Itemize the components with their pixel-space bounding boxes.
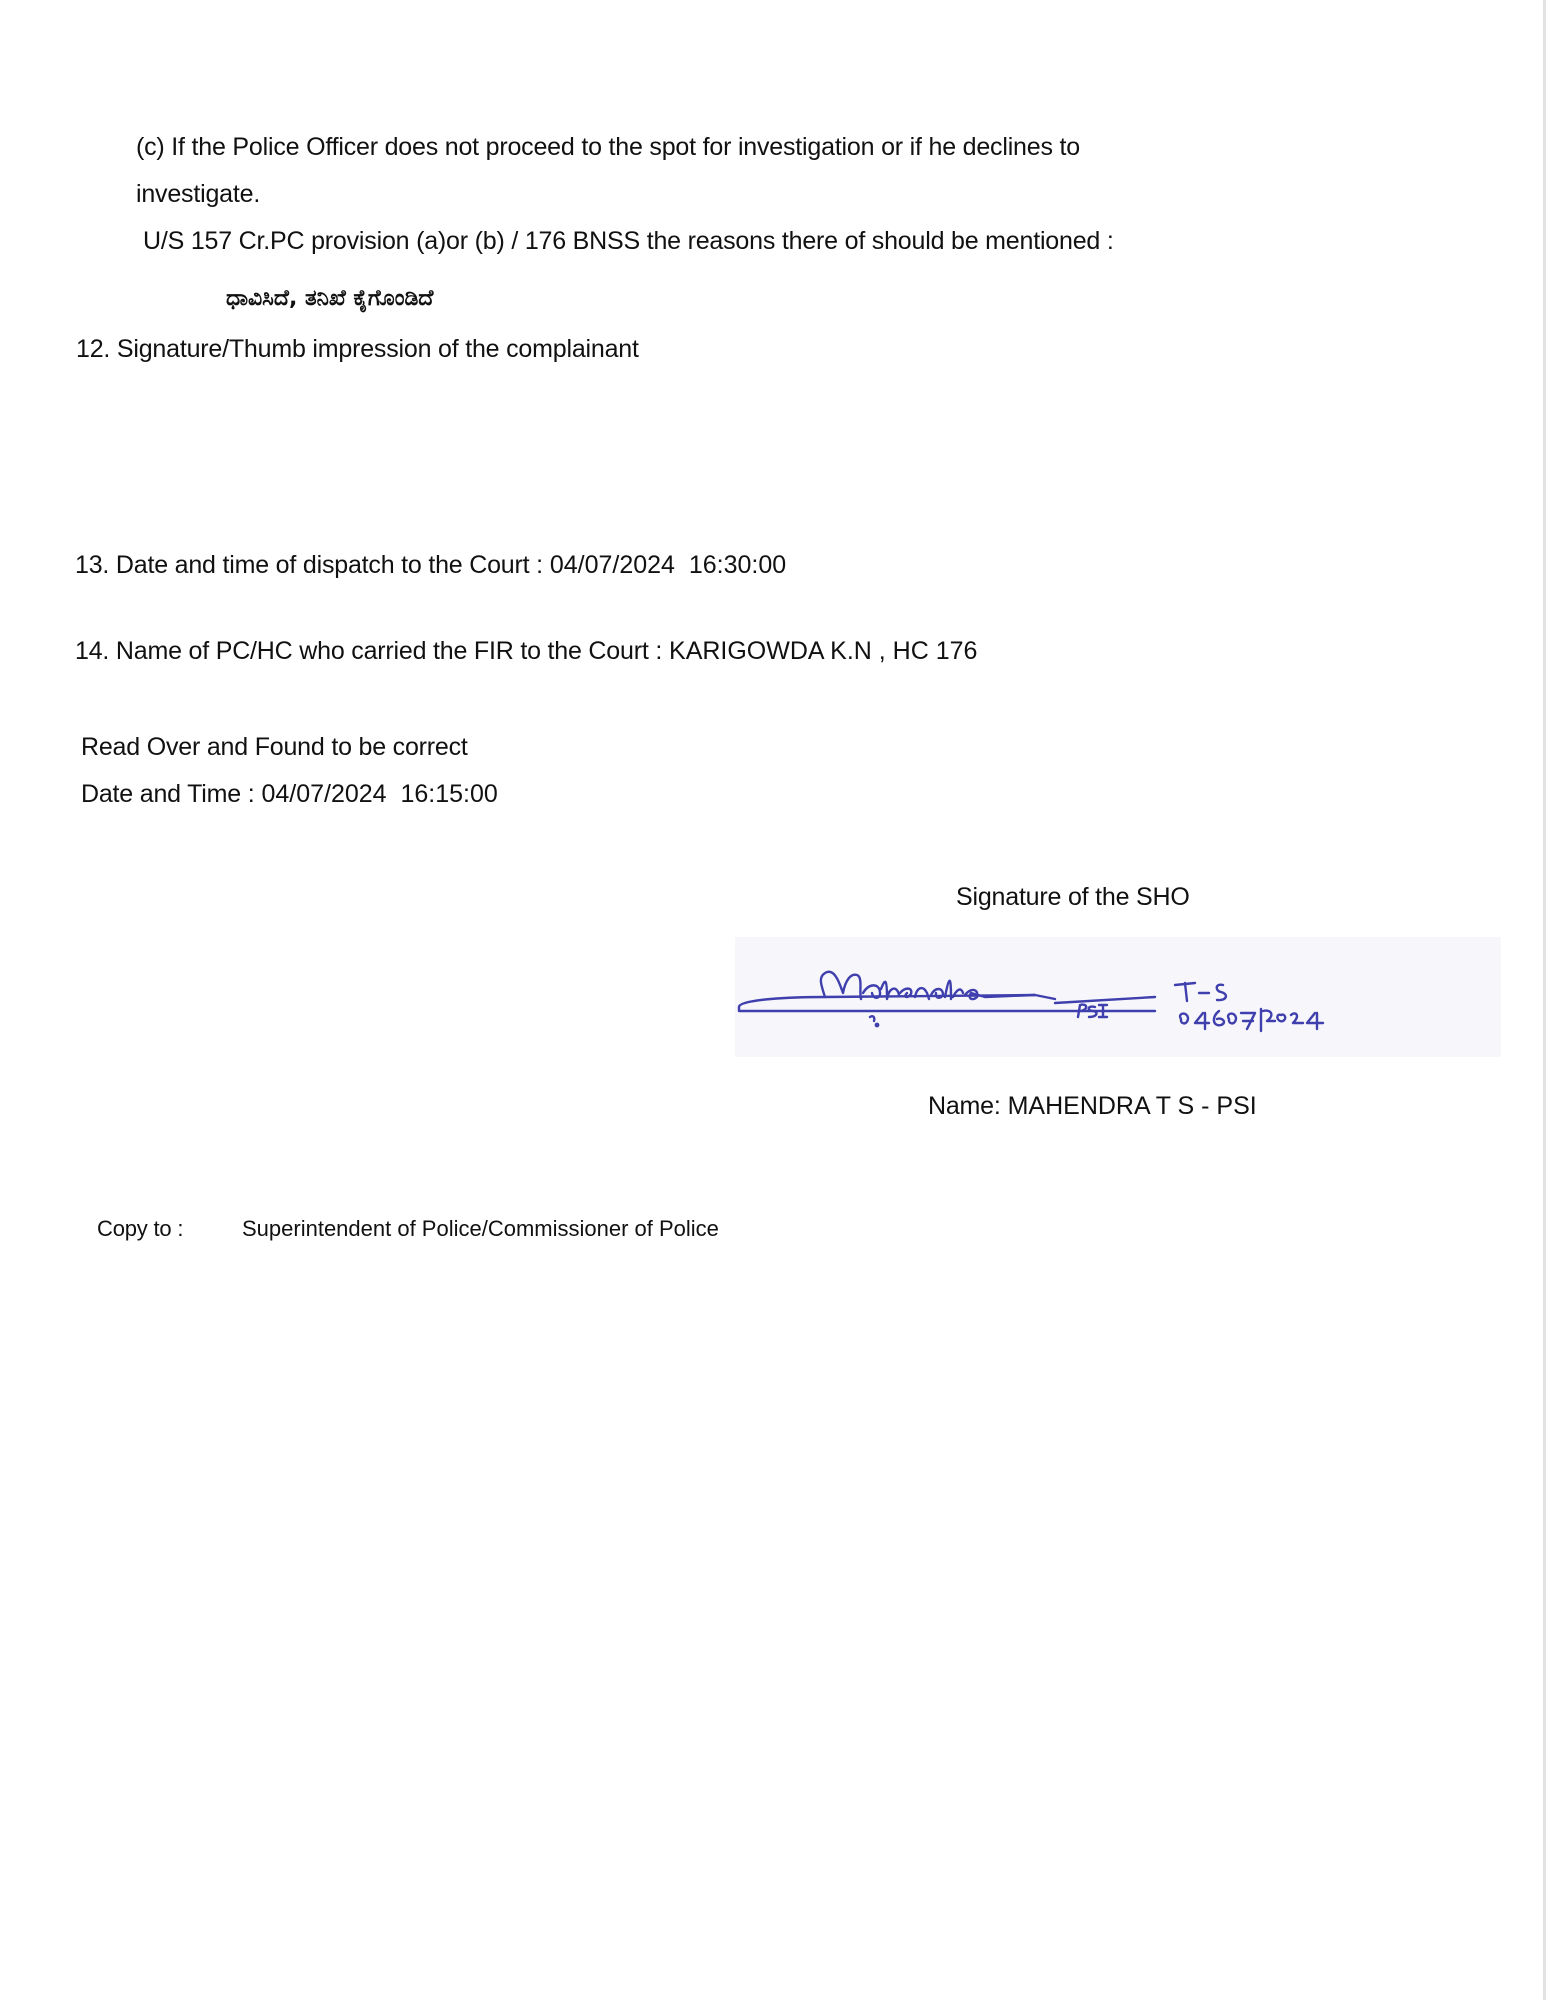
sho-signature-heading: Signature of the SHO (956, 883, 1190, 911)
item-13 (75, 549, 786, 581)
handwritten-signature-image (735, 937, 1501, 1057)
item-12-label: 12. Signature/Thumb impression of the complainant (76, 335, 639, 363)
section-c-line1: (c) If the Police Officer does not proceed to the spot for investigation or if he declines to (136, 133, 1080, 161)
item-13-value: 04/07/2024 16:30:00 (549, 551, 787, 579)
sho-signature (735, 937, 1501, 1057)
section-c-line2: investigate. (136, 180, 261, 208)
read-over-datetime-value: 04/07/2024 16:15:00 (261, 780, 498, 808)
provision-text: U/S 157 Cr.PC provision (a)or (b) / 176 BNSS the reasons there of should be mentioned : (143, 227, 1114, 255)
item-14-value: KARIGOWDA K.N , HC 176 (669, 637, 978, 665)
read-over-text: Read Over and Found to be correct (81, 733, 468, 761)
item-14-label: 14. Name of PC/HC who carried the FIR to the Court : (75, 637, 663, 665)
read-over-datetime-label: Date and Time : (81, 780, 255, 808)
sho-name-value: MAHENDRA T S - PSI (1007, 1092, 1257, 1120)
item-14 (75, 635, 977, 667)
reason-kannada: ಧಾವಿಸಿದೆ, ತನಿಖೆ ಕೈಗೊಂಡಿದೆ (226, 286, 434, 311)
sho-name-label: Name: (928, 1092, 1001, 1120)
copy-to-value: Superintendent of Police/Commissioner of Police (242, 1216, 719, 1241)
read-over-datetime (81, 778, 498, 810)
copy-to-label: Copy to : (97, 1216, 184, 1241)
sho-name (928, 1090, 1257, 1122)
item-13-label: 13. Date and time of dispatch to the Court : (75, 551, 543, 579)
